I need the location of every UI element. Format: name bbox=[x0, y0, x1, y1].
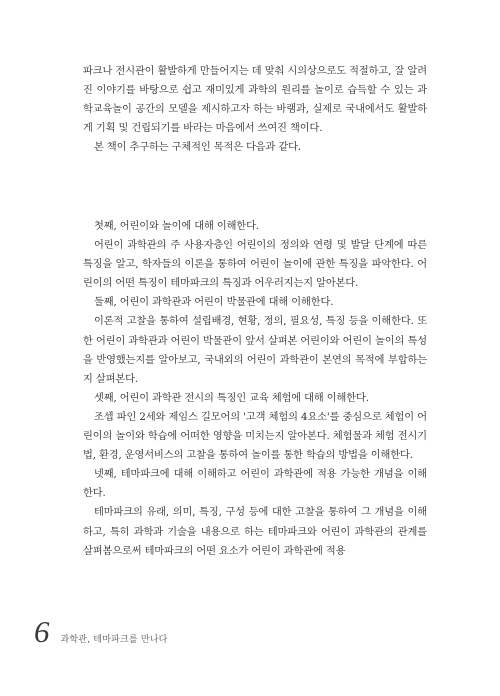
objective-heading: 둘째, 어린이 과학관과 어린이 박물관에 대해 이해한다. bbox=[94, 297, 334, 309]
page-number: 6 bbox=[34, 614, 50, 649]
objective-heading: 첫째, 어린이와 놀이에 대해 이해한다. bbox=[94, 221, 259, 232]
paragraph-gap bbox=[83, 198, 427, 217]
body-paragraph: 파크나 전시관이 활발하게 만들어지는 데 맞춰 시의상으로도 적절하고, 잘 알려진 이야기를 바탕으로 쉽고 재미있게 과학의 원리를 놀이로 습득할 수 있는 과학교육놀이 공간의 모델을 제시하고자 하는 바램과, 실제로 국내에서도 활발하게 기획 및 건립되기를 바라는 마음에서 쓰여진 책이다. bbox=[83, 66, 427, 135]
running-title: 과학관, 테마파크를 만나다 bbox=[60, 635, 168, 645]
body-paragraph: 이론적 고찰을 통하여 설립배경, 현황, 정의, 필요성, 특징 등을 이해한다. 또한 어린이 과학관과 어린이 박물관이 앞서 살펴본 어린이와 어린이 놀이의 특성을 반영했는지를 알아보고, 국내외의 어린이 과학관이 본연의 목적에 부합하는지 살펴본다. bbox=[83, 316, 427, 385]
body-paragraph: 본 책이 추구하는 구체적인 목적은 다음과 같다. bbox=[94, 142, 302, 154]
body-paragraph: 조셉 파인 2세와 제임스 길모어의 '고객 체험의 4요소'를 중심으로 체험이 어린이의 놀이와 학습에 어떠한 영향을 미치는지 알아본다. 체험물과 체험 전시기법, 환경, 운영서비스의 고찰을 통하여 놀이를 통한 학습의 방법을 이해한다. bbox=[83, 411, 427, 462]
objectives-text-block bbox=[83, 198, 427, 561]
objective-heading: 넷째, 테마파크에 대해 이해하고 어린이 과학관에 적용 가능한 개념을 이해한다. bbox=[83, 469, 427, 500]
objective-heading: 셋째, 어린이 과학관 전시의 특징인 교육 체험에 대해 이해한다. bbox=[94, 392, 369, 404]
body-paragraph: 테마파크의 유래, 의미, 특징, 구성 등에 대한 고찰을 통하여 그 개념을 이해하고, 특히 과학과 기술을 내용으로 하는 테마파크와 어린이 과학관의 관계를 살펴봄으로써 테마파크의 어떤 요소가 어린이 과학관에 적용 bbox=[83, 507, 427, 557]
body-paragraph: 어린이 과학관의 주 사용자층인 어린이의 정의와 연령 및 발달 단계에 따른 특징을 알고, 학자들의 이론을 통하여 어린이 놀이에 관한 특징을 파악한다. 어린이의 어떤 특징이 테마파크의 특징과 어우러지는지 알아본다. bbox=[83, 240, 427, 290]
intro-text-block bbox=[83, 62, 427, 157]
page-footer bbox=[34, 616, 168, 647]
